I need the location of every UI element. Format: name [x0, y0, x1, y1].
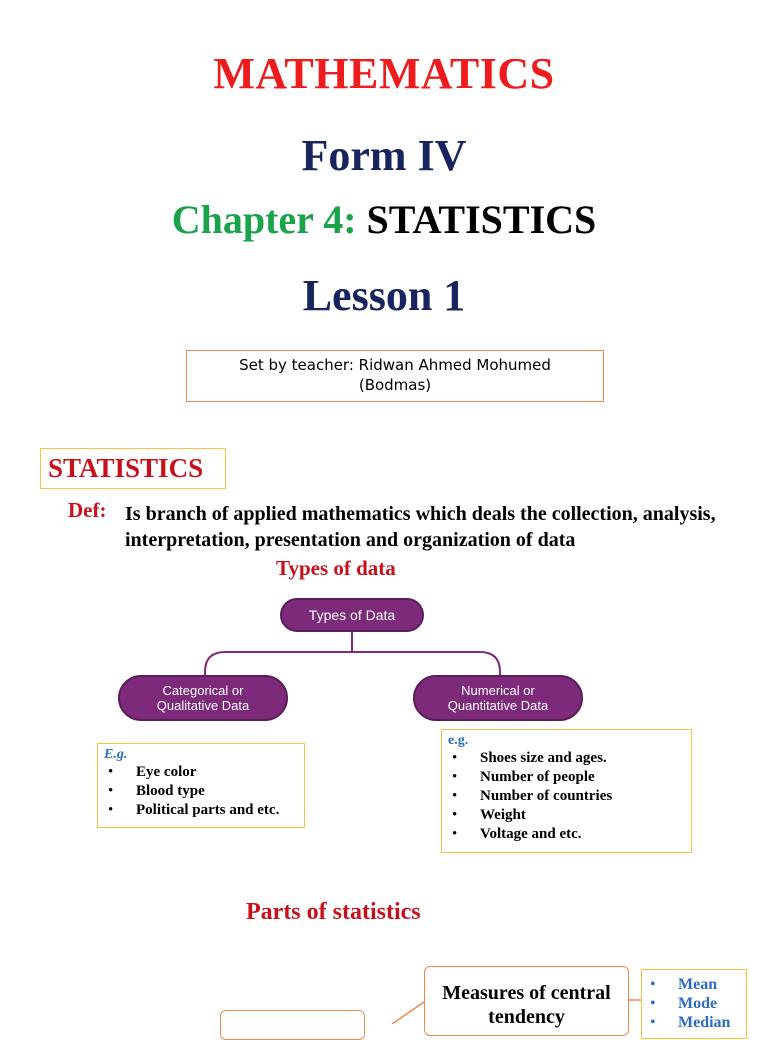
- categorical-line-1: Categorical or: [162, 683, 244, 698]
- numerical-line-2: Quantitative Data: [447, 698, 549, 713]
- bullet-icon: •: [650, 976, 656, 993]
- numerical-examples-list: [448, 749, 691, 844]
- list-item: • Median: [650, 1014, 731, 1031]
- lesson-title: Lesson 1: [302, 271, 466, 320]
- definition-label: Def:: [68, 498, 107, 522]
- bullet-icon: •: [452, 807, 458, 823]
- list-item: • Weight: [452, 807, 526, 823]
- chapter-title: [0, 196, 768, 243]
- connector-to-numerical: [352, 652, 500, 676]
- teacher-credit-box: [186, 350, 604, 402]
- bullet-icon: •: [452, 769, 458, 785]
- parts-of-statistics-node: [220, 1010, 365, 1040]
- types-of-data-node: Types of Data: [280, 598, 424, 632]
- statistics-heading: STATISTICS: [40, 448, 226, 489]
- document-title: MATHEMATICS: [213, 49, 555, 98]
- list-item: • Blood type: [108, 783, 205, 799]
- definition-text: Is branch of applied mathematics which deals the collection, analysis, interpretation, presentation and organization of data: [125, 503, 716, 551]
- bullet-icon: •: [108, 783, 114, 799]
- central-tendency-line-1: Measures of central: [442, 982, 611, 1004]
- categorical-data-node: [118, 675, 288, 721]
- types-of-data-heading: Types of data: [276, 556, 396, 580]
- list-item: • Mode: [650, 995, 718, 1012]
- bullet-icon: •: [452, 826, 458, 842]
- bullet-icon: •: [108, 764, 114, 780]
- central-measures-list: [642, 975, 746, 1032]
- categorical-line-2: Qualitative Data: [156, 698, 250, 713]
- bullet-icon: •: [650, 995, 656, 1012]
- bullet-icon: •: [452, 788, 458, 804]
- teacher-line-2: (Bodmas): [358, 376, 432, 394]
- connector-parts-to-measures: [392, 1002, 424, 1024]
- parts-of-statistics-heading: Parts of statistics: [246, 899, 421, 925]
- form-title: Form IV: [301, 131, 467, 180]
- categorical-eg-label: E.g.: [104, 747, 128, 762]
- list-item: • Voltage and etc.: [452, 826, 582, 842]
- numerical-eg-label: e.g.: [448, 733, 469, 748]
- list-item: • Eye color: [108, 764, 197, 780]
- list-item: • Number of people: [452, 769, 595, 785]
- categorical-examples-list: [104, 763, 304, 820]
- numerical-examples-box: [441, 729, 692, 853]
- central-measures-box: [641, 969, 747, 1039]
- list-item: • Number of countries: [452, 788, 613, 804]
- bullet-icon: •: [452, 750, 458, 766]
- chapter-name: STATISTICS: [366, 197, 597, 242]
- list-item: • Political parts and etc.: [108, 802, 280, 818]
- categorical-examples-box: [97, 743, 305, 828]
- connector-to-categorical: [205, 652, 352, 676]
- list-item: • Mean: [650, 976, 718, 993]
- chapter-label: Chapter 4:: [171, 197, 357, 242]
- numerical-line-1: Numerical or: [461, 683, 535, 698]
- bullet-icon: •: [650, 1014, 656, 1031]
- list-item: • Shoes size and ages.: [452, 750, 607, 766]
- bullet-icon: •: [108, 802, 114, 818]
- central-tendency-line-2: tendency: [488, 1006, 565, 1028]
- central-tendency-node: [424, 966, 629, 1036]
- numerical-data-node: [413, 675, 583, 721]
- teacher-line-1: Set by teacher: Ridwan Ahmed Mohumed: [239, 356, 551, 374]
